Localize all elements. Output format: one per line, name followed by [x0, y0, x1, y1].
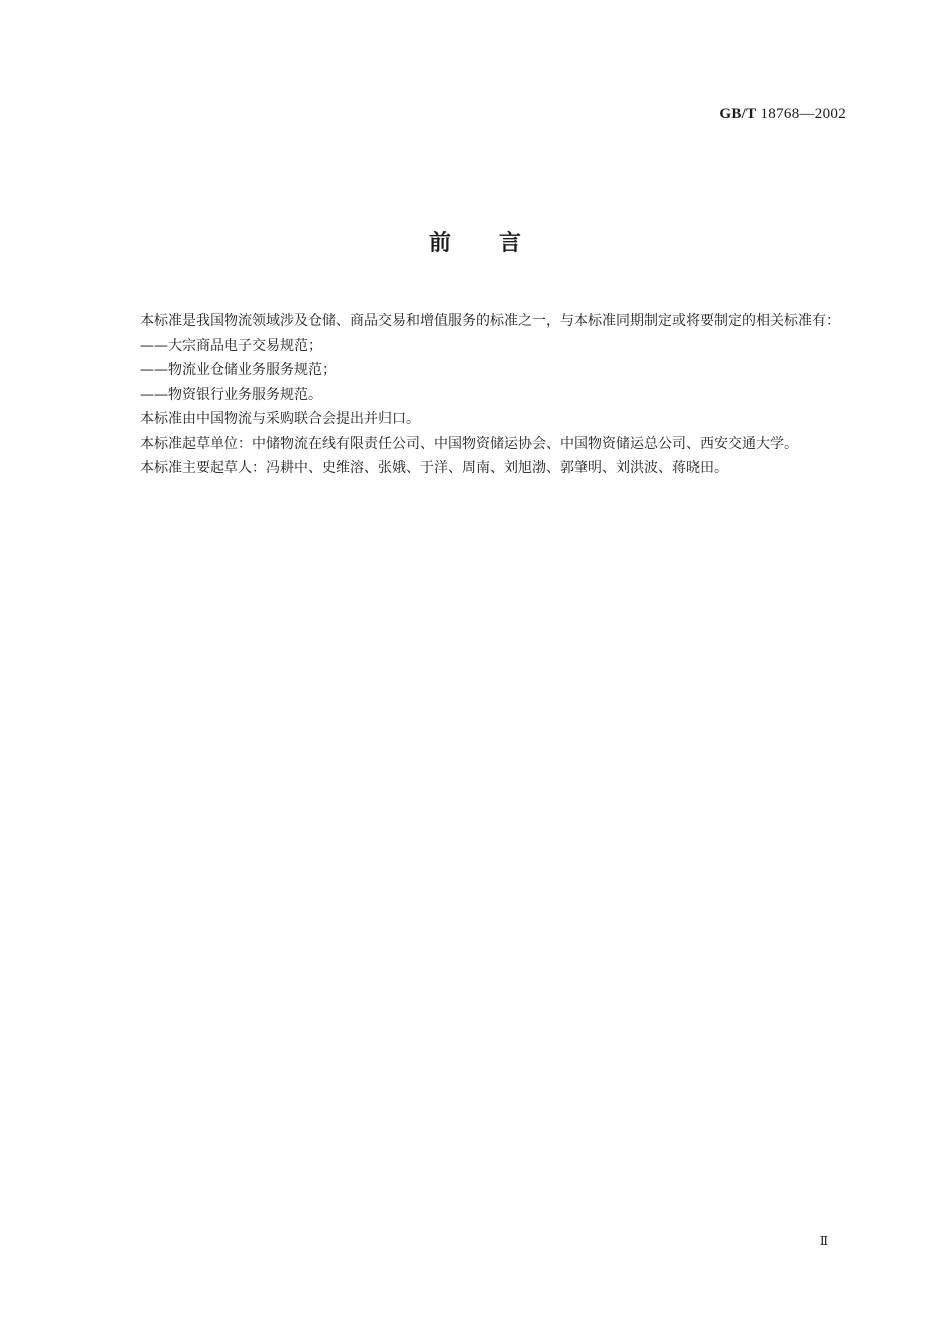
- page-title: 前言: [428, 231, 569, 256]
- list-item: ——物流业仓储业务服务规范；: [140, 362, 336, 378]
- paragraph-drafting-units: 本标准起草单位：中储物流在线有限责任公司、中国物资储运协会、中国物资储运总公司、西安交通大学。: [140, 435, 798, 452]
- paragraph-proposer: 本标准由中国物流与采购联合会提出并归口。: [140, 411, 420, 427]
- list-item: ——物资银行业务服务规范。: [140, 386, 322, 403]
- page-number: Ⅱ: [819, 1234, 828, 1248]
- paragraph-drafters: 本标准主要起草人：冯耕中、史维溶、张娥、于洋、周南、刘旭渤、郭肇明、刘洪波、蒋晓田。: [140, 460, 728, 476]
- list-item: ——大宗商品电子交易规范；: [140, 337, 322, 354]
- document-body: [112, 309, 846, 481]
- paragraph-intro: 本标准是我国物流领域涉及仓储、商品交易和增值服务的标准之一，与本标准同期制定或将要制定的相关标准有：: [140, 313, 840, 329]
- standard-code: [719, 106, 846, 123]
- standard-code-number: 18768—2002: [760, 106, 846, 122]
- standard-code-prefix: GB/T: [719, 106, 757, 122]
